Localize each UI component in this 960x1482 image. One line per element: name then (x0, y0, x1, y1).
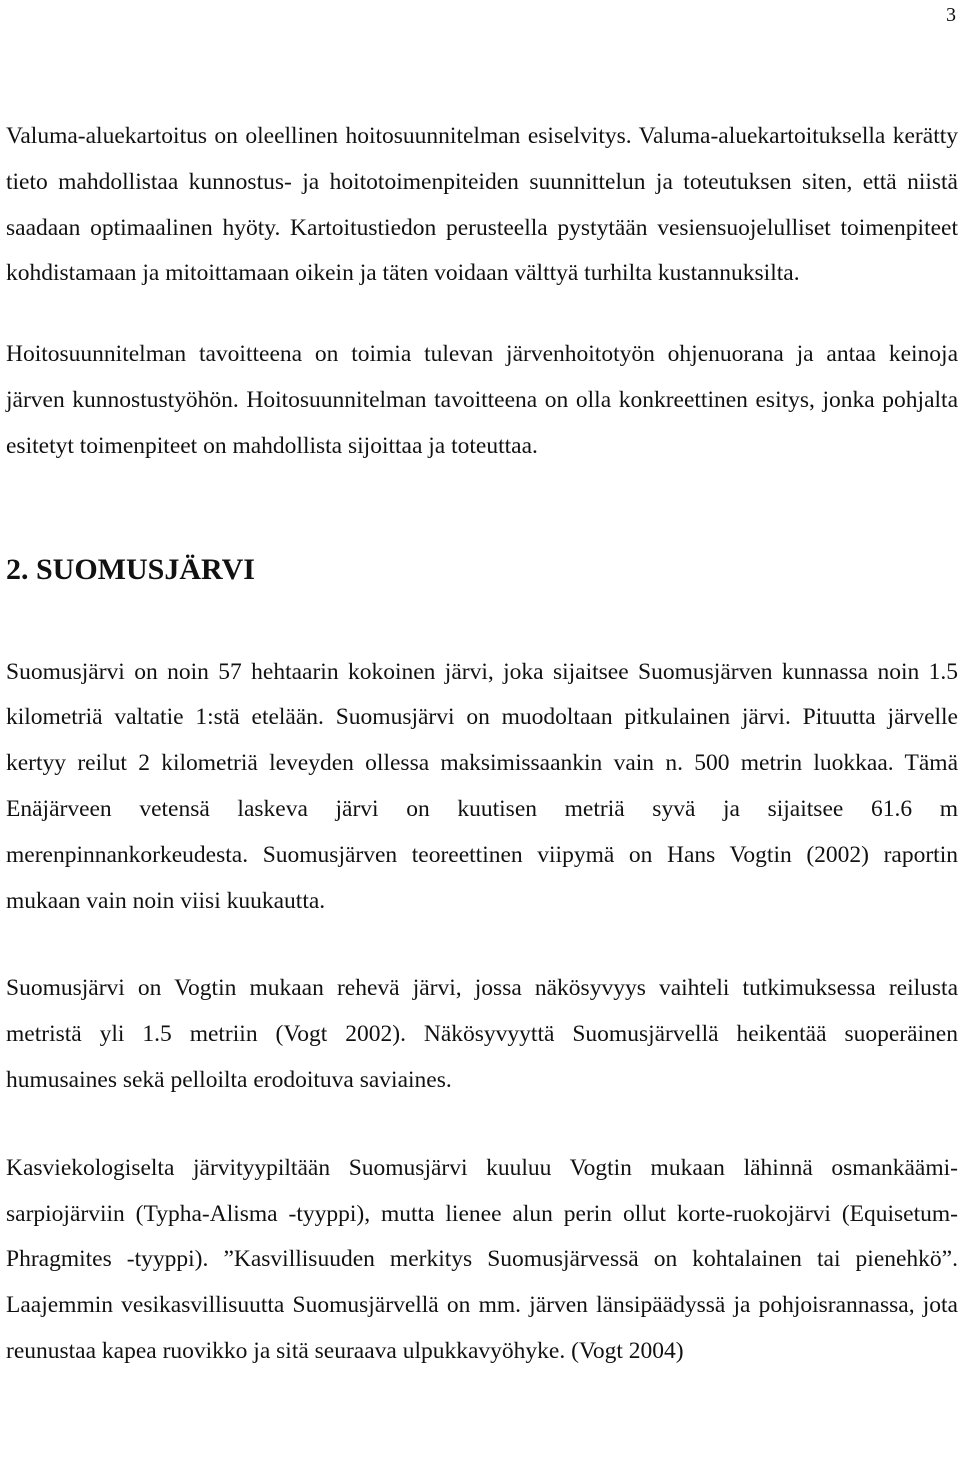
page-number: 3 (946, 4, 956, 26)
section-heading: 2. SUOMUSJÄRVI (6, 552, 255, 586)
intro-paragraph-1: Valuma-aluekartoitus on oleellinen hoitosuunnitelman esiselvitys. Valuma-aluekartoituksella kerätty tieto mahdollistaa kunnostus- ja hoitotoimenpiteiden suunnittelun ja toteutuksen siten, että niistä saadaan optimaalinen hyöty. Kartoitustiedon perusteella pystytään vesiensuojelulliset toimenpiteet kohdistamaan ja mitoittamaan oikein ja täten voidaan välttyä turhilta kustannuksilta. (6, 123, 958, 287)
intro-paragraph-2: Hoitosuunnitelman tavoitteena on toimia tulevan järvenhoitotyön ohjenuorana ja antaa keinoja järven kunnostustyöhön. Hoitosuunnitelman tavoitteena on olla konkreettinen esitys, jonka pohjalta esitetyt toimenpiteet on mahdollista sijoittaa ja toteuttaa. (6, 341, 958, 459)
section-paragraph-1: Suomusjärvi on noin 57 hehtaarin kokoinen järvi, joka sijaitsee Suomusjärven kunnassa noin 1.5 kilometriä valtatie 1:stä etelään. Suomusjärvi on muodoltaan pitkulainen järvi. Pituutta järvelle kertyy reilut 2 kilometriä leveyden ollessa maksimissaankin vain n. 500 metrin luokkaa. Tämä Enäjärveen vetensä laskeva järvi on kuutisen metriä syvä ja sijaitsee 61.6 m merenpinnankorkeudesta. Suomusjärven teoreettinen viipymä on Hans Vogtin (2002) raportin mukaan vain noin viisi kuukautta. (6, 658, 958, 914)
document-body (6, 114, 958, 1375)
section-paragraph-2: Suomusjärvi on Vogtin mukaan rehevä järvi, jossa näkösyvyys vaihteli tutkimuksessa reilusta metristä yli 1.5 metriin (Vogt 2002). Näkösyvyyttä Suomusjärvellä heikentää suoperäinen humusaines sekä pelloilta erodoituva saviaines. (6, 975, 958, 1093)
section-paragraph-3: Kasviekologiselta järvityypiltään Suomusjärvi kuuluu Vogtin mukaan lähinnä osmankäämi-sarpiojärviin (Typha-Alisma -tyyppi), mutta lienee alun perin ollut korte-ruokojärvi (Equisetum-Phragmites -tyyppi). ”Kasvillisuuden merkitys Suomusjärvessä on kohtalainen tai pienehkö”. Laajemmin vesikasvillisuutta Suomusjärvellä on mm. järven länsipäädyssä ja pohjoisrannassa, jota reunustaa kapea ruovikko ja sitä seuraava ulpukkavyöhyke. (Vogt 2004) (6, 1154, 958, 1364)
